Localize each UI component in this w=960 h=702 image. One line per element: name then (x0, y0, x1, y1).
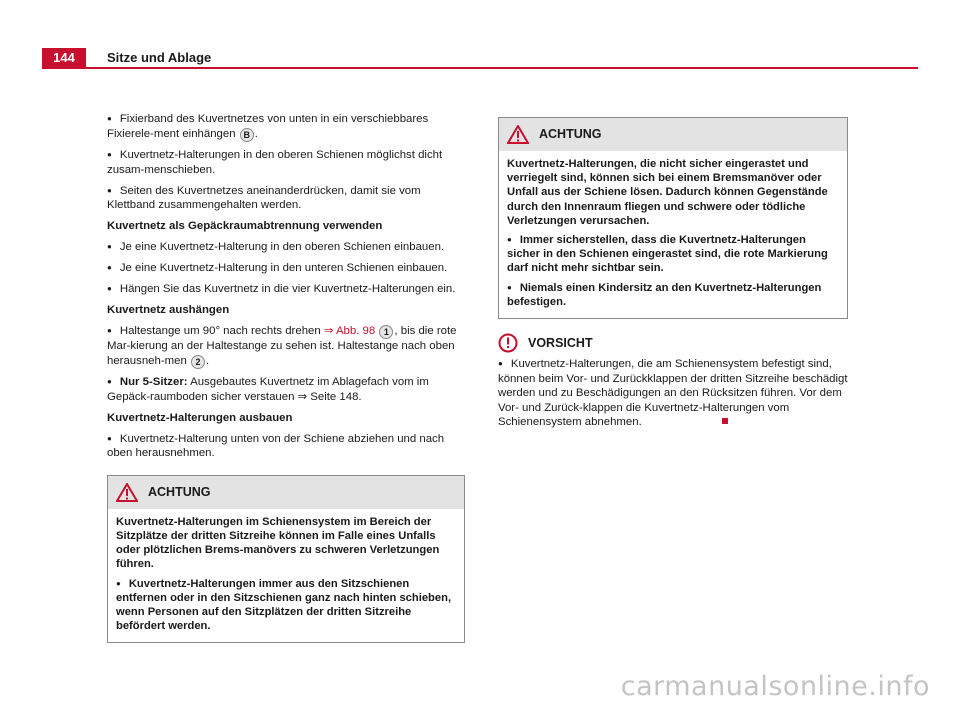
warning-list-item: ● Kuvertnetz-Halterungen immer aus den Sitzschienen entfernen oder in den Sitzschienen ganz nach hinten schieben, wenn Personen auf den Sitzplätzen der dritten Sitzreihe befördert werden. (116, 577, 456, 634)
warning-body (499, 151, 847, 318)
warning-list-item: ● Niemals einen Kindersitz an den Kuvertnetz-Halterungen befestigen. (507, 281, 839, 309)
caution-header (498, 333, 848, 353)
caution-circle-icon (498, 333, 518, 353)
list-item: ● Seiten des Kuvertnetzes aneinanderdrücken, damit sie vom Klettband zusammengehalten werden. (107, 184, 465, 213)
caution-text: Kuvertnetz-Halterungen, die am Schienensystem befestigt sind, können beim Vor- und Zurückklappen der dritten Sitzreihe beschädigt werden und zu Beschädigungen an den Rücksitzen führen. Vor dem Vor- und Zurück-klappen die Kuvertnetz-Halterungen vom Schienensystem abnehmen. (498, 358, 848, 429)
warning-text: Kuvertnetz-Halterungen, die nicht sicher eingerastet und verriegelt sind, können sich bei einem Bremsmanöver oder Unfall aus der Schiene lösen. Dadurch können Gegenstände durch den Innenraum fliegen und schwere oder tödliche Verletzungen verursachen. (507, 158, 828, 227)
callout-marker-2: 2 (191, 355, 205, 369)
warning-box (107, 475, 465, 644)
list-item-text: . (254, 127, 258, 140)
figure-reference-link[interactable]: ⇒ Abb. 98 (323, 325, 376, 338)
list-item: ● Hängen Sie das Kuvertnetz in die vier Kuvertnetz-Halterungen ein. (107, 282, 465, 297)
watermark: carmanualsonline.info (620, 671, 930, 702)
section-end-marker (722, 418, 728, 424)
warning-box (498, 117, 848, 319)
list-item-label: Nur 5-Sitzer: (119, 376, 188, 389)
warning-triangle-icon (507, 125, 529, 144)
section-heading: Kuvertnetz aushängen (107, 304, 230, 317)
list-item (107, 112, 465, 142)
warning-list-item: ● Immer sicherstellen, dass die Kuvertnetz-Halterungen sicher in den Schienen eingerastet sind, die rote Markierung darf nicht mehr sichtbar sein. (507, 233, 839, 276)
section-heading: Kuvertnetz als Gepäckraumabtrennung verwenden (107, 220, 383, 233)
list-item-text: Fixierband des Kuvertnetzes von unten in ein verschiebbares Fixierele-ment einhängen (107, 113, 429, 140)
caution-title: VORSICHT (528, 335, 593, 350)
section-heading: Kuvertnetz-Halterungen ausbauen (107, 411, 293, 424)
warning-title: ACHTUNG (148, 485, 211, 499)
list-item-text: . (205, 354, 210, 367)
callout-marker-b: B (240, 128, 254, 142)
list-item-text: Ausgebautes Kuvertnetz im Ablagefach vom im Gepäck-raumboden sicher verstauen ⇒ Seite 148. (107, 376, 429, 403)
caution-list-item (498, 357, 848, 430)
warning-body (108, 509, 464, 643)
left-column (107, 112, 465, 643)
warning-title: ACHTUNG (539, 127, 602, 142)
warning-triangle-icon (116, 483, 138, 502)
header-divider (42, 67, 918, 69)
warning-header (499, 118, 847, 151)
list-item: ● Je eine Kuvertnetz-Halterung in den oberen Schienen einbauen. (107, 240, 465, 255)
chapter-title: Sitze und Ablage (107, 50, 212, 65)
warning-header (108, 476, 464, 509)
page-number: 144 (42, 48, 86, 68)
list-item-text: Haltestange um 90° nach rechts drehen (119, 325, 321, 338)
right-column (498, 117, 848, 436)
warning-text: Kuvertnetz-Halterungen im Schienensystem im Bereich der Sitzplätze der dritten Sitzreihe können im Falle eines Unfalls oder plötzlichen Brems-manövers zu schweren Verletzungen führen. (116, 515, 440, 571)
list-item (107, 375, 465, 404)
list-item: ● Kuvertnetz-Halterungen in den oberen Schienen möglichst dicht zusam-menschieben. (107, 148, 465, 177)
list-item: ● Je eine Kuvertnetz-Halterung in den unteren Schienen einbauen. (107, 261, 465, 276)
list-item: ● Kuvertnetz-Halterung unten von der Schiene abziehen und nach oben herausnehmen. (107, 432, 465, 461)
list-item (107, 324, 465, 369)
callout-marker-1: 1 (379, 325, 393, 339)
list-item-text: , bis die rote Mar-kierung an der Haltestange zu sehen ist. Haltestange nach oben herausneh-men (107, 325, 457, 367)
